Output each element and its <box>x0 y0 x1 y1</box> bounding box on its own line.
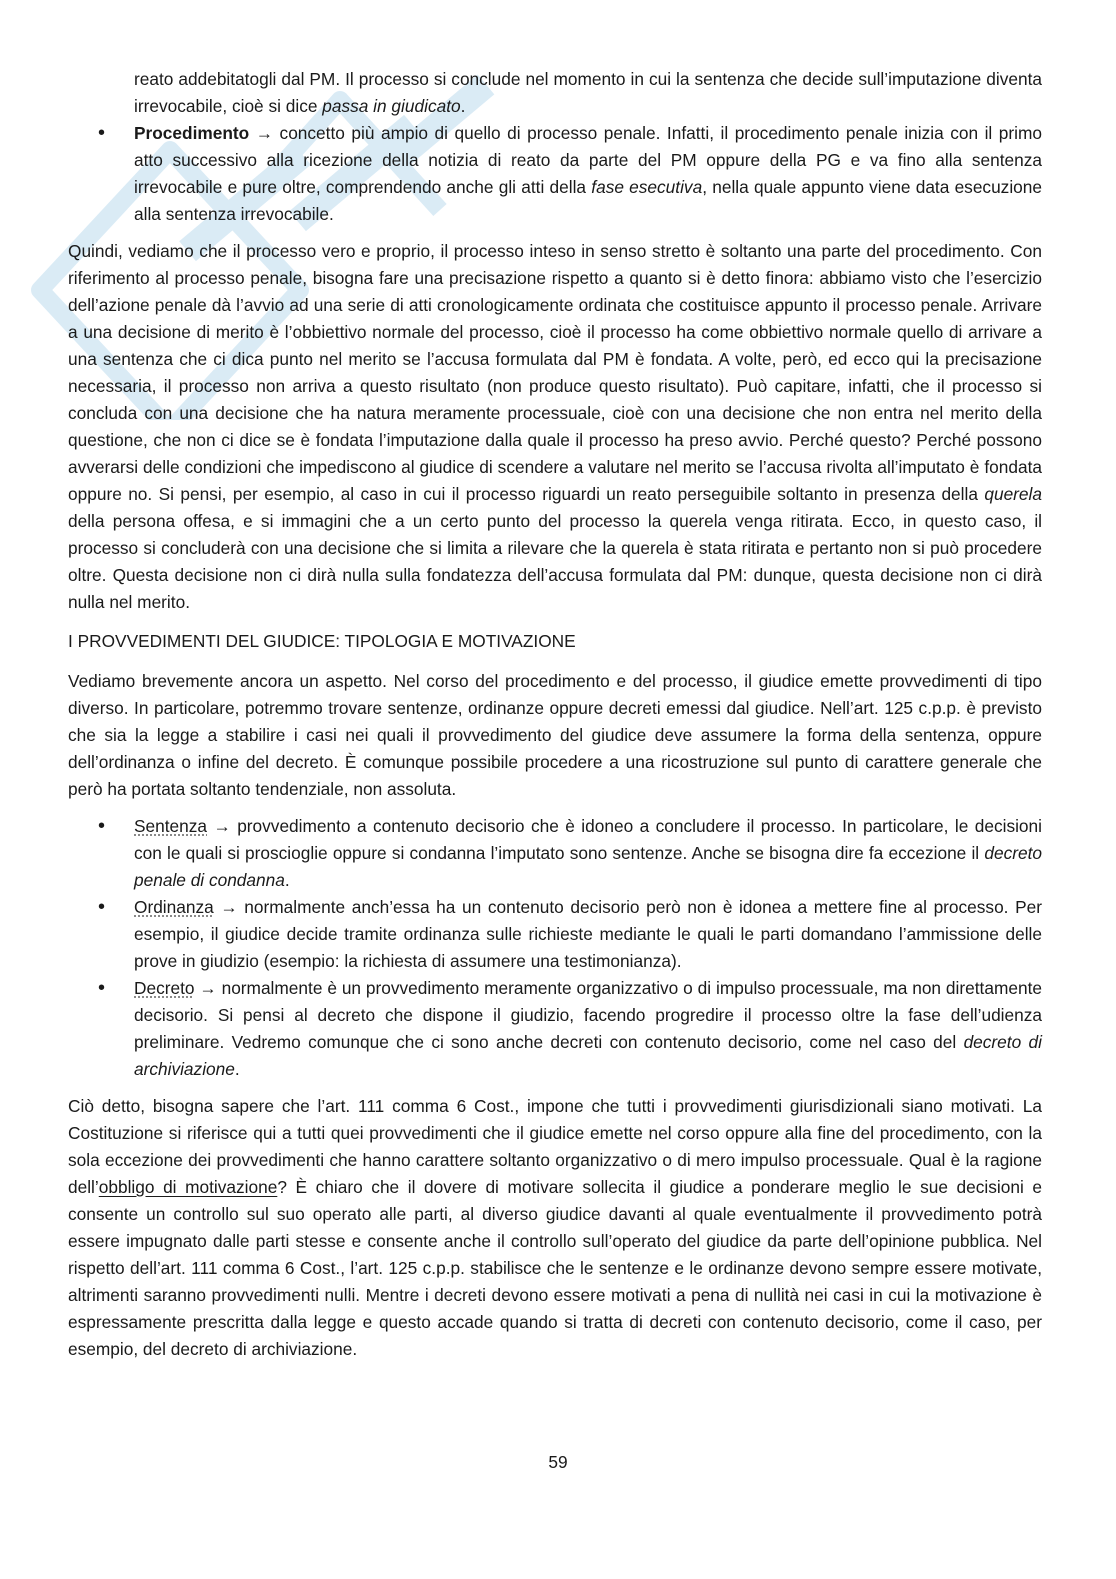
term-procedimento: Procedimento <box>134 123 250 143</box>
term-sentenza: Sentenza <box>134 816 208 836</box>
document-page <box>68 66 1042 1373</box>
list-item-procedimento: • Procedimento → concetto più ampio di quello di processo penale. Infatti, il procedimento penale inizia con il primo atto successivo alla ricezione della notizia di reato da parte del PM oppure della PG e va fino alla sentenza irrevocabile e pure oltre, comprendendo anche gli atti della fase esecutiva, nella quale appunto viene data esecuzione alla sentenza irrevocabile. <box>68 120 1042 228</box>
obbligo-di-motivazione-term: obbligo di motivazione <box>98 1177 278 1197</box>
term-ordinanza: Ordinanza <box>134 897 214 917</box>
provvedimenti-list <box>68 813 1042 1083</box>
list-item-processo-continuation: reato addebitatogli dal PM. Il processo si conclude nel momento in cui la sentenza che decide sull’imputazione diventa irrevocabile, cioè si dice passa in giudicato. <box>134 69 1042 116</box>
paragraph-processo-procedimento: Quindi, vediamo che il processo vero e proprio, il processo inteso in senso stretto è soltanto una parte del procedimento. Con riferimento al processo penale, bisogna fare una precisazione rispetto a quanto si è detto finora: abbiamo visto che l’esercizio dell’azione penale dà l’avvio ad una serie di atti cronologicamente ordinata che costituisce appunto il processo penale. Arrivare a una decisione di merito è l’obbiettivo normale del processo, cioè il processo ha come obbiettivo normale quello di arrivare a una sentenza che ci dica punto nel merito se l’accusa formulata dal PM è fondata. A volte, però, ed ecco qui la precisazione necessaria, il processo non arriva a questo risultato (non produce questo risultato). Può capitare, infatti, che il processo si concluda con una decisione che ha natura meramente processuale, cioè con una decisione che non entra nel merito della questione, che non ci dice se è fondata l’imputazione dalla quale il processo ha preso avvio. Perché questo? Perché possono avverarsi delle condizioni che impediscono al giudice di scendere a valutare nel merito se l’accusa rivolta all’imputato è fondata oppure no. Si pensi, per esempio, al caso in cui il processo riguardi un reato perseguibile soltanto in presenza della querela della persona offesa, e si immagini che a un certo punto del processo la querela venga ritirata. Ecco, in questo caso, il processo si concluderà con una decisione che si limita a rilevare che la querela è stata ritirata e pertanto non si può procedere oltre. Questa decisione non ci dirà nulla sulla fondatezza dell’accusa formulata dal PM: dunque, questa decisione non ci dirà nulla nel merito. <box>68 241 1042 612</box>
list-item-decreto: • Decreto → normalmente è un provvedimento meramente organizzativo o di impulso processuale, ma non direttamente decisorio. Si pensi al decreto che dispone il giudizio, facendo progredire il processo oltre la fase dell’udienza preliminare. Vedremo comunque che ci sono anche decreti con contenuto decisorio, come nel caso del decreto di archiviazione. <box>68 975 1042 1083</box>
term-decreto: Decreto <box>134 978 195 998</box>
paragraph-obbligo-motivazione: Ciò detto, bisogna sapere che l’art. 111 comma 6 Cost., impone che tutti i provvedimenti giurisdizionali siano motivati. La Costituzione si riferisce qui a tutti quei provvedimenti che il giudice emette nel corso oppure alla fine del procedimento, con la sola eccezione dei provvedimenti che hanno carattere soltanto organizzativo o di mero impulso processuale. Qual è la ragione dell’obbligo di motivazione? È chiaro che il dovere di motivare sollecita il giudice a ponderare meglio le sue decisioni e consente un controllo sul suo operato alle parti, al diverso giudice davanti al quale eventualmente il provvedimento potrà essere impugnato dalle parti stesse e consente anche il controllo sull’operato del giudice da parte dell’opinione pubblica. Nel rispetto dell’art. 111 comma 6 Cost., l’art. 125 c.p.p. stabilisce che le sentenze e le ordinanze devono sempre essere motivate, altrimenti saranno provvedimenti nulli. Mentre i decreti devono essere motivati a pena di nullità nei casi in cui la motivazione è espressamente prescritta dalla legge e questo accade quando si tratta di decreti con contenuto decisorio, come il caso, per esempio, del decreto di archiviazione. <box>68 1096 1042 1359</box>
section-heading: I PROVVEDIMENTI DEL GIUDICE: TIPOLOGIA E MOTIVAZIONE <box>68 631 576 651</box>
list-item-sentenza: • Sentenza → provvedimento a contenuto decisorio che è idoneo a concludere il processo. In particolare, le decisioni con le quali si proscioglie oppure si condanna l’imputato sono sentenze. Anche se bisogna dire fa eccezione il decreto penale di condanna. <box>68 813 1042 894</box>
paragraph-provvedimenti-intro: Vediamo brevemente ancora un aspetto. Nel corso del procedimento e del processo, il giudice emette provvedimenti di tipo diverso. In particolare, potremmo trovare sentenze, ordinanze oppure decreti emessi dal giudice. Nell’art. 125 c.p.p. è previsto che sia la legge a stabilire i casi nei quali il provvedimento del giudice deve assumere la forma della sentenza, oppure dell’ordinanza o infine del decreto. È comunque possibile procedere a una ricostruzione sul punto di carattere generale che però ha portata soltanto tendenziale, non assoluta. <box>68 671 1042 799</box>
definition-list <box>68 66 1042 228</box>
list-item-ordinanza: • Ordinanza → normalmente anch’essa ha un contenuto decisorio però non è idonea a mettere fine al processo. Per esempio, il giudice decide tramite ordinanza sulle richieste mediante le quali le parti domandano l’ammissione delle prove in giudizio (esempio: la richiesta di assumere una testimonianza). <box>68 894 1042 975</box>
page-number: 59 <box>548 1452 568 1472</box>
